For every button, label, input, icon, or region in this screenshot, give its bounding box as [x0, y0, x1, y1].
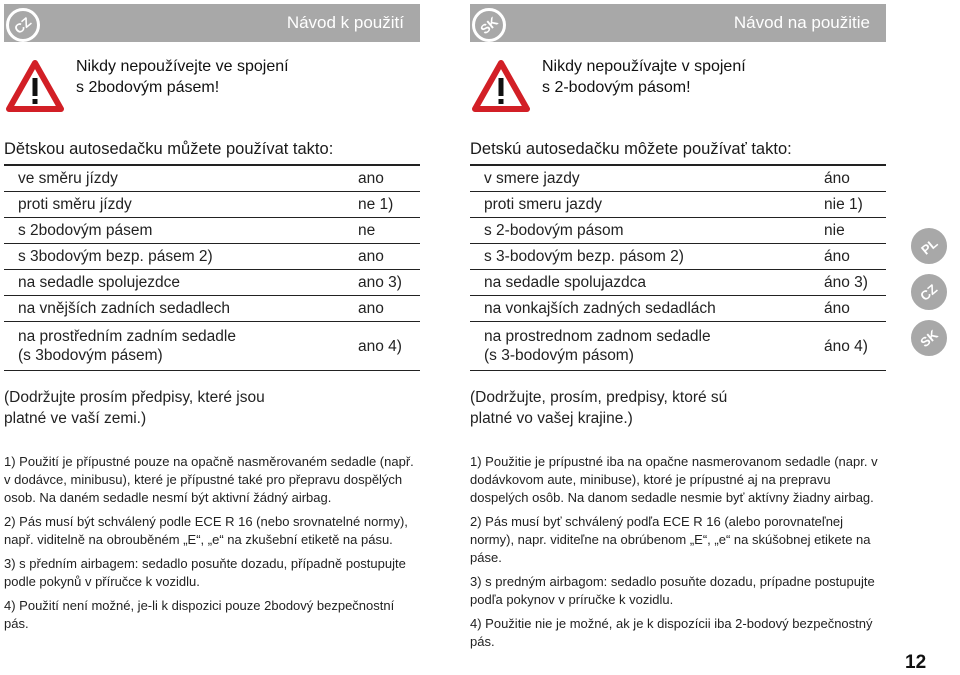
header-bar-cz [4, 4, 420, 42]
table-row: v smere jazdy áno [470, 166, 886, 192]
footnote: 3) s předním airbagem: sedadlo posuňte dozadu, případně postupujte podle pokynů v příručce k vozidlu. [4, 556, 406, 589]
header-title-sk: Návod na použitie [733, 13, 870, 32]
footnotes-sk [470, 453, 886, 651]
side-tab-pl[interactable]: PL [908, 225, 950, 267]
warning-text-sk: Nikdy nepoužívajte v spojení s 2-bodovým pásom! [542, 58, 746, 96]
table-row: na vnějších zadních sedadlech ano [4, 296, 420, 322]
table-row: na prostrednom zadnom sedadle (s 3-bodovým pásom) áno 4) [470, 322, 886, 371]
table-row: na sedadle spolujazdca áno 3) [470, 270, 886, 296]
column-sk [470, 0, 886, 657]
warning-cz [4, 48, 420, 118]
warning-sk [470, 48, 886, 118]
footnotes-cz [4, 453, 420, 633]
usage-table-cz [4, 165, 420, 371]
table-row: s 3bodovým bezp. pásem 2) ano [4, 244, 420, 270]
table-row: s 2bodovým pásem ne [4, 218, 420, 244]
column-cz [4, 0, 420, 639]
section-title-sk: Detskú autosedačku môžete používať takto: [470, 140, 792, 158]
language-badge-sk: SK [472, 8, 506, 42]
footnote: 1) Použitie je prípustné iba na opačne nasmerovanom sedadle (napr. v dodávkovom aute, minibuse), ktoré je prípustné aj na prepravu dospelých osôb. Na danom sedadle nesmie byť aktívny žiadny airbag. [470, 454, 878, 505]
table-row: ve směru jízdy ano [4, 166, 420, 192]
table-row: proti smeru jazdy nie 1) [470, 192, 886, 218]
note-sk: (Dodržujte, prosím, predpisy, ktoré sú platné vo vašej krajine.) [470, 389, 728, 427]
side-tab-cz[interactable]: CZ [908, 271, 950, 313]
warning-text-cz: Nikdy nepoužívejte ve spojení s 2bodovým pásem! [76, 58, 289, 96]
header-title-cz: Návod k použití [286, 13, 404, 32]
warning-triangle-icon [472, 60, 530, 112]
table-row: s 2-bodovým pásom nie [470, 218, 886, 244]
section-title-cz: Dětskou autosedačku můžete používat takto: [4, 140, 334, 158]
language-side-tabs [908, 225, 956, 363]
table-row: proti směru jízdy ne 1) [4, 192, 420, 218]
language-badge-cz: CZ [6, 8, 40, 42]
header-bar-sk [470, 4, 886, 42]
side-tab-sk[interactable]: SK [908, 317, 950, 359]
table-row: na sedadle spolujezdce ano 3) [4, 270, 420, 296]
warning-triangle-icon [6, 60, 64, 112]
footnote: 4) Použití není možné, je-li k dispozici pouze 2bodový bezpečnostní pás. [4, 598, 395, 631]
footnote: 3) s predným airbagom: sedadlo posuňte dozadu, prípadne postupujte podľa pokynov v príručke k vozidlu. [470, 574, 875, 607]
footnote: 2) Pás musí být schválený podle ECE R 16 (nebo srovnatelné normy), např. viditelně na obrouběném „E“, „e“ na zkušební etiketě na pásu. [4, 514, 408, 547]
footnote: 2) Pás musí byť schválený podľa ECE R 16 (alebo porovnateľnej normy), napr. viditeľne na obrúbenom „E“, „e“ na skúšobnej etikete na páse. [470, 514, 871, 565]
usage-table-sk [470, 165, 886, 371]
table-row: s 3-bodovým bezp. pásom 2) áno [470, 244, 886, 270]
note-cz: (Dodržujte prosím předpisy, které jsou platné ve vaší zemi.) [4, 389, 265, 427]
page-number: 12 [905, 652, 927, 673]
footnote: 4) Použitie nie je možné, ak je k dispozícii iba 2-bodový bezpečnostný pás. [470, 616, 873, 649]
table-row: na vonkajších zadných sedadlách áno [470, 296, 886, 322]
footnote: 1) Použití je přípustné pouze na opačně nasměrovaném sedadle (např. v dodávce, minibusu), které je přípustné také pro přepravu dospělých osob. Na daném sedadle nesmí být aktivní žádný airbag. [4, 454, 414, 505]
table-row: na prostředním zadním sedadle (s 3bodovým pásem) ano 4) [4, 322, 420, 371]
